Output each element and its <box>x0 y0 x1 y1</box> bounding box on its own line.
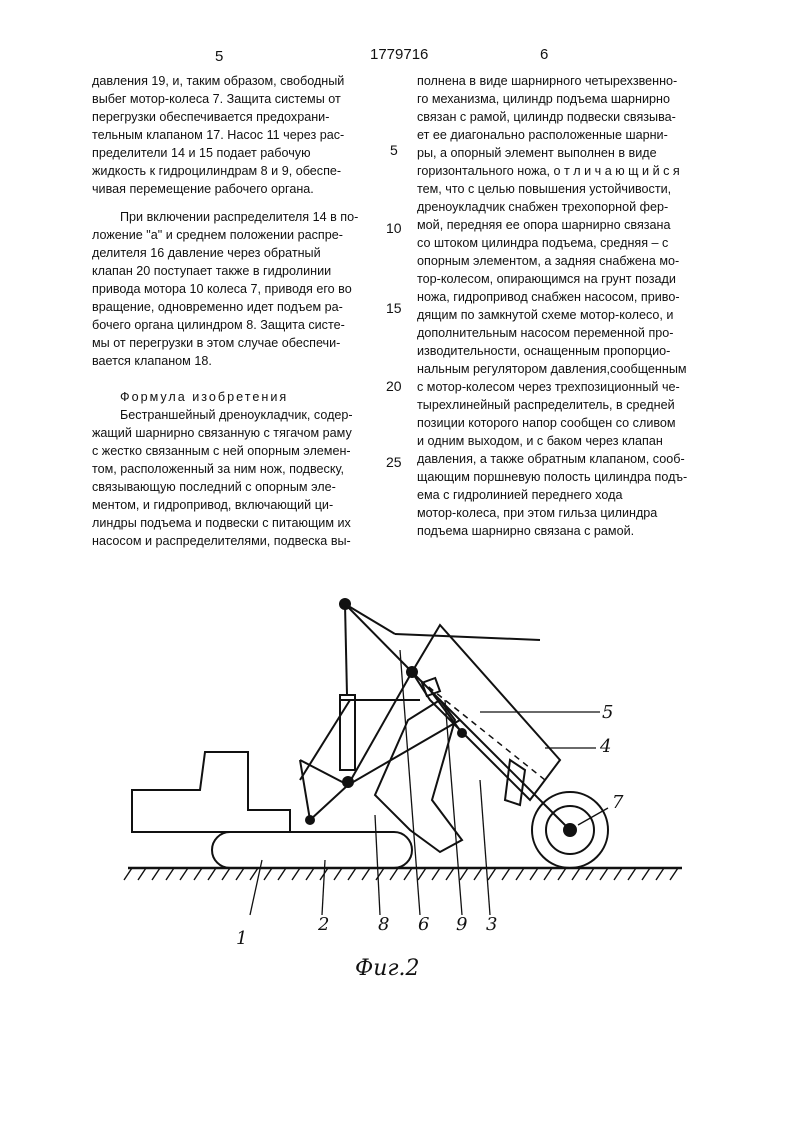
label-7: 7 <box>612 792 624 813</box>
text-line: ет ее диагонально расположенные шарни- <box>417 128 668 142</box>
label-1: 1 <box>236 928 248 949</box>
page-number-right: 6 <box>540 46 549 63</box>
text-line: вается клапаном 18. <box>92 354 212 368</box>
ground <box>124 868 682 880</box>
crawler-track <box>212 832 412 868</box>
text-line: давления 19, и, таким образом, свободный <box>92 74 345 88</box>
text-line: ры, а опорный элемент выполнен в виде <box>417 146 657 160</box>
text-line: изводительности, оснащенным пропорцио- <box>417 344 671 358</box>
text-line: связывающую последний с опорным эле- <box>92 480 336 494</box>
text-line: вращение, одновременно идет подъем ра- <box>92 300 343 314</box>
text-line: том, расположенный за ним нож, подвеску, <box>92 462 345 476</box>
text-line: тырехлинейный распределитель, в средней <box>417 398 675 412</box>
text-line: привода мотора 10 колеса 7, приводя его во <box>92 282 352 296</box>
text-line: тельным клапаном 17. Насос 11 через рас- <box>92 128 345 142</box>
text-line: и одним выходом, и с баком через клапан <box>417 434 663 448</box>
label-9: 9 <box>456 914 468 935</box>
label-2: 2 <box>318 914 330 935</box>
label-8: 8 <box>378 914 390 935</box>
text-line: ментом, и гидропривод, включающий ци- <box>92 498 334 512</box>
text-line: тор-колесом, опирающимся на грунт позади <box>417 272 676 286</box>
text-line: с жестко связанным с ней опорным элемен- <box>92 444 351 458</box>
label-6: 6 <box>418 914 430 935</box>
text-line: давления, а также обратным клапаном, сооб- <box>417 452 685 466</box>
figure-caption: Фиг.2 <box>355 956 420 981</box>
text-line: жащий шарнирно связанную с тягачом раму <box>92 426 352 440</box>
text-line: жидкость к гидроцилиндрам 8 и 9, обеспе- <box>92 164 342 178</box>
text-line: тем, что с целью повышения устойчивости, <box>417 182 672 196</box>
text-line: подъема шарнирно связана с рамой. <box>417 524 635 538</box>
text-line: ножа, гидропривод снабжен насосом, приво- <box>417 290 680 304</box>
text-line: насосом и распределителями, подвеска вы- <box>92 534 351 548</box>
text-line: бочего органа цилиндром 8. Защита систе- <box>92 318 345 332</box>
label-4: 4 <box>600 736 612 757</box>
text-line: мой, передняя ее опора шарнирно связана <box>417 218 671 232</box>
tractor-cab <box>132 752 290 832</box>
text-line: мотор-колеса, при этом гильза цилиндра <box>417 506 658 520</box>
line-number-5: 5 <box>390 142 398 158</box>
line-number-25: 25 <box>386 454 402 470</box>
text-line: опорным элементом, а задняя снабжена мо- <box>417 254 680 268</box>
text-line: перегрузки обеспечивается предохрани- <box>92 110 330 124</box>
text-line: дополнительным насосом переменной про- <box>417 326 674 340</box>
text-line: выбег мотор-колеса 7. Защита системы от <box>92 92 341 106</box>
formula-title: Формула изобретения <box>120 390 289 404</box>
text-line: ема с гидролинией переднего хода <box>417 488 623 502</box>
line-number-10: 10 <box>386 220 402 236</box>
text-line: со штоком цилиндра подъема, средняя – с <box>417 236 669 250</box>
page-number-left: 5 <box>215 48 224 65</box>
text-line: пределители 14 и 15 подает рабочую <box>92 146 311 160</box>
text-line: клапан 20 поступает также в гидролинии <box>92 264 332 278</box>
text-line: позиции которого напор сообщен со сливом <box>417 416 676 430</box>
text-line: дреноукладчик снабжен трехопорной фер- <box>417 200 669 214</box>
text-line: чивая перемещение рабочего органа. <box>92 182 314 196</box>
text-line: связан с рамой, цилиндр подвески связыва- <box>417 110 676 124</box>
text-line: нальным регулятором давления,сообщенным <box>417 362 687 376</box>
text-line: линдры подъема и подвески с питающим их <box>92 516 351 530</box>
text-line: горизонтального ножа, о т л и ч а ю щ и й с я <box>417 164 680 178</box>
text-line: При включении распределителя 14 в по- <box>120 210 359 224</box>
text-line: дящим по замкнутой схеме мотор-колесо, и <box>417 308 674 322</box>
patent-number: 1779716 <box>370 46 429 63</box>
line-number-20: 20 <box>386 378 402 394</box>
line-number-15: 15 <box>386 300 402 316</box>
label-5: 5 <box>602 702 614 723</box>
text-line: щающим поршневую полость цилиндра подъ- <box>417 470 688 484</box>
lift-cylinder <box>340 695 355 770</box>
label-3: 3 <box>486 914 498 935</box>
knife <box>375 700 462 852</box>
text-line: Бестраншейный дреноукладчик, содер- <box>120 408 353 422</box>
text-line: с мотор-колесом через трехпозиционный че- <box>417 380 680 394</box>
text-line: го механизма, цилиндр подъема шарнирно <box>417 92 670 106</box>
text-line: полнена в виде шарнирного четырехзвенно- <box>417 74 678 88</box>
text-line: ложение "а" и среднем положении распре- <box>92 228 343 242</box>
text-line: мы от перегрузки в этом случае обеспечи- <box>92 336 341 350</box>
text-line: делителя 16 давление через обратный <box>92 246 321 260</box>
